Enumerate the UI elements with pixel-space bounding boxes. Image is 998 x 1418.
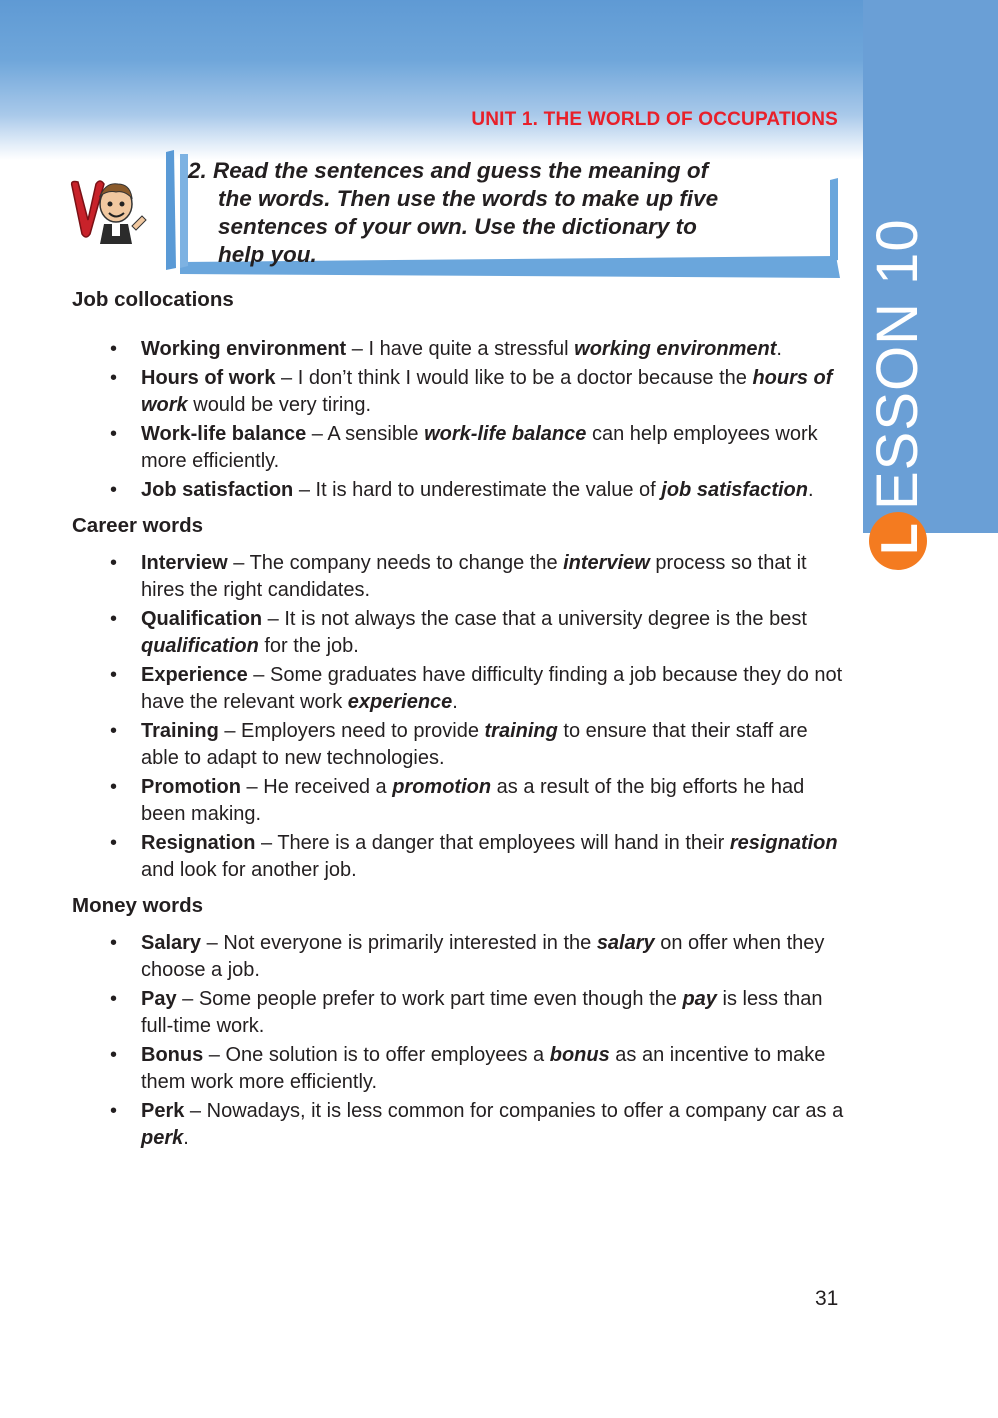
job-collocations-list [72, 336, 847, 504]
list-item: • Promotion – He received a promotion as a result of the big efforts he had been making. [110, 776, 805, 825]
bullet-icon: • [110, 988, 118, 1010]
bullet-icon: • [110, 552, 118, 574]
bullet-icon: • [110, 832, 118, 854]
unit-header: UNIT 1. THE WORLD OF OCCUPATIONS [471, 109, 838, 130]
list-item: • Bonus – One solution is to offer employees a bonus as an incentive to make them work more efficiently. [110, 1044, 826, 1093]
list-item: • Hours of work – I don’t think I would like to be a doctor because the hours of work would be very tiring. [110, 367, 833, 416]
instruction-number: 2. [188, 158, 207, 183]
list-item: • Job satisfaction – It is hard to underestimate the value of job satisfaction. [72, 477, 847, 504]
bullet-icon: • [110, 367, 118, 389]
section-title-career-words: Career words [72, 514, 204, 537]
bullet-icon: • [110, 720, 118, 742]
bullet-icon: • [110, 932, 118, 954]
bullet-icon: • [110, 423, 118, 445]
list-item: • Resignation – There is a danger that employees will hand in their resignation and look for another job. [110, 832, 838, 881]
lesson-initial: L [871, 523, 929, 555]
money-words-list [72, 930, 847, 1152]
instruction-line: sentences of your own. Use the dictionary to [218, 214, 697, 239]
lesson-initial-circle [869, 512, 927, 570]
mascot-icon [66, 176, 148, 246]
bullet-icon: • [110, 1100, 118, 1122]
list-item: • Perk – Nowadays, it is less common for companies to offer a company car as a perk. [110, 1100, 844, 1149]
list-item: • Work-life balance – A sensible work-life balance can help employees work more efficiently. [110, 423, 818, 472]
list-item: • Experience – Some graduates have difficulty finding a job because they do not have the relevant work experience. [110, 664, 843, 713]
section-title-job-collocations: Job collocations [72, 288, 234, 311]
list-item: • Interview – The company needs to change the interview process so that it hires the right candidates. [110, 552, 807, 601]
list-item: • Training – Employers need to provide training to ensure that their staff are able to adapt to new technologies. [110, 720, 808, 769]
vocabulary-content [72, 286, 847, 1154]
bullet-icon: • [110, 776, 118, 798]
list-item: • Pay – Some people prefer to work part time even though the pay is less than full-time work. [110, 988, 823, 1037]
instruction-line: the words. Then use the words to make up five [218, 186, 719, 211]
bullet-icon: • [110, 338, 118, 360]
career-words-list [72, 550, 847, 884]
page-number: 31 [815, 1287, 839, 1310]
bullet-icon: • [110, 1044, 118, 1066]
instruction-line: 2. Read the sentences and guess the meaning of [188, 158, 709, 183]
list-item: • Qualification – It is not always the case that a university degree is the best qualification for the job. [110, 608, 807, 657]
top-gradient-band [0, 0, 863, 160]
list-item: • Working environment – I have quite a stressful working environment. [72, 336, 847, 363]
lesson-title: ESSON 10 [865, 218, 930, 510]
section-title-money-words: Money words [72, 894, 203, 917]
lesson-label [862, 190, 934, 570]
bullet-icon: • [110, 479, 118, 501]
instruction-line: help you. [218, 242, 317, 267]
instruction-text [188, 157, 828, 269]
list-item: • Salary – Not everyone is primarily interested in the salary on offer when they choose a job. [110, 932, 825, 981]
bullet-icon: • [110, 664, 118, 686]
bullet-icon: • [110, 608, 118, 630]
